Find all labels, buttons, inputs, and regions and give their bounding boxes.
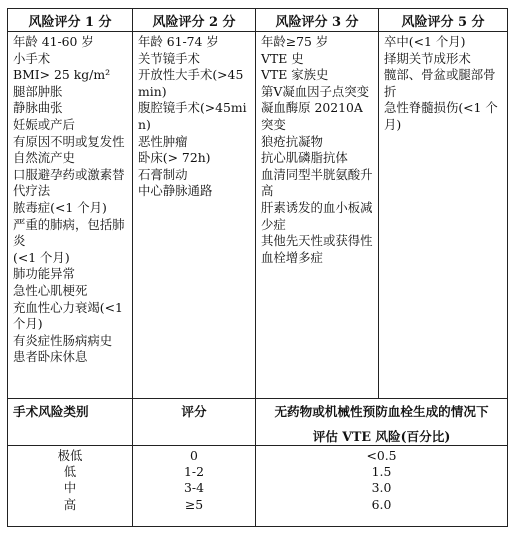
risk-score-table (7, 8, 508, 399)
risk-item: 年龄 61-74 岁 (138, 34, 219, 49)
score-2-items (133, 32, 256, 399)
category-value: 中 (63, 480, 77, 496)
risk-item: VTE 家族史 (261, 67, 329, 83)
category-header-row (8, 399, 508, 446)
risk-item: 腹腔镜手术(>45min) (138, 100, 247, 132)
category-column (8, 446, 133, 527)
vte-risk-category-table (7, 398, 508, 527)
risk-percent-value: 6.0 (371, 496, 392, 512)
score-value: 0 (190, 448, 198, 463)
header-score: 评分 (133, 399, 256, 446)
category-value: 低 (63, 464, 77, 480)
risk-item: 第Ⅴ凝血因子点突变 (261, 83, 370, 99)
risk-item: 石膏制动 (138, 166, 188, 182)
risk-item: 患者卧床休息 (13, 349, 88, 365)
risk-item: 口服避孕药或激素替代疗法 (13, 166, 125, 199)
risk-item: 关节镜手术 (138, 50, 200, 66)
category-value: 极低 (57, 448, 83, 463)
risk-item: 肺功能异常 (13, 266, 75, 282)
risk-item: 脓毒症(<1 个月) (13, 199, 107, 215)
risk-item: VTE 史 (261, 50, 304, 66)
risk-item: 严重的肺病，包括肺炎 (13, 216, 125, 249)
score-header-row (8, 9, 508, 32)
risk-item: 有原因不明或复发性自然流产史 (13, 133, 125, 166)
risk-item: 开放性大手术(>45min) (138, 67, 244, 99)
category-value: 高 (63, 496, 77, 512)
risk-item: 充血性心力衰竭(<1 个月) (13, 299, 123, 332)
score-3-items (256, 32, 379, 399)
score-5-items (379, 32, 508, 399)
risk-item: (<1 个月) (13, 249, 70, 265)
header-score-2: 风险评分 2 分 (133, 9, 256, 32)
risk-item: 急性心肌梗死 (13, 282, 88, 298)
risk-percent-value: 1.5 (371, 464, 392, 480)
header-vte-risk-estimate (256, 399, 508, 446)
risk-item: 腿部肿胀 (13, 83, 63, 99)
risk-percent-value: <0.5 (366, 448, 397, 463)
score-value: ≥5 (184, 496, 204, 512)
risk-item: 卒中(<1 个月) (384, 34, 466, 49)
score-column (133, 446, 256, 527)
risk-item: 年龄≥75 岁 (261, 34, 329, 49)
score-1-items (8, 32, 133, 399)
header-score-1: 风险评分 1 分 (8, 9, 133, 32)
risk-item: BMI> 25 kg/m² (13, 67, 111, 83)
risk-item: 静脉曲张 (13, 100, 63, 116)
risk-item: 急性脊髓损伤(<1 个月) (384, 100, 498, 132)
header-score-5: 风险评分 5 分 (379, 9, 508, 32)
risk-percent-column (256, 446, 508, 527)
risk-item: 血清同型半胱氨酸升高 (261, 166, 373, 199)
risk-item: 肝素诱发的血小板减少症 (261, 199, 373, 232)
header-estimate-line-1: 无药物或机械性预防血栓生成的情况下 (274, 404, 489, 419)
header-score-3: 风险评分 3 分 (256, 9, 379, 32)
risk-item: 有炎症性肠病病史 (13, 332, 113, 348)
score-value: 1-2 (184, 464, 204, 480)
risk-item: 中心静脉通路 (138, 183, 213, 199)
risk-item: 凝血酶原 20210A 突变 (261, 100, 363, 132)
risk-item: 髋部、骨盆或腿部骨折 (384, 67, 496, 99)
risk-item: 恶性肿瘤 (138, 133, 188, 149)
risk-item: 卧床(> 72h) (138, 150, 211, 166)
header-estimate-line-2: 评估 VTE 风险(百分比) (312, 429, 451, 444)
category-values-row (8, 446, 508, 527)
risk-item: 狼疮抗凝物 (261, 133, 323, 149)
risk-item: 抗心肌磷脂抗体 (261, 150, 348, 166)
risk-percent-value: 3.0 (371, 480, 392, 496)
vte-risk-document (7, 8, 507, 538)
risk-item: 择期关节成形术 (384, 50, 471, 66)
risk-item: 妊娠或产后 (13, 116, 75, 132)
score-value: 3-4 (184, 480, 204, 496)
header-surgical-risk-category: 手术风险类别 (8, 399, 133, 446)
risk-item: 年龄 41-60 岁 (13, 34, 94, 49)
risk-item: 其他先天性或获得性血栓增多症 (261, 233, 373, 265)
score-items-row (8, 32, 508, 399)
risk-item: 小手术 (13, 50, 51, 66)
